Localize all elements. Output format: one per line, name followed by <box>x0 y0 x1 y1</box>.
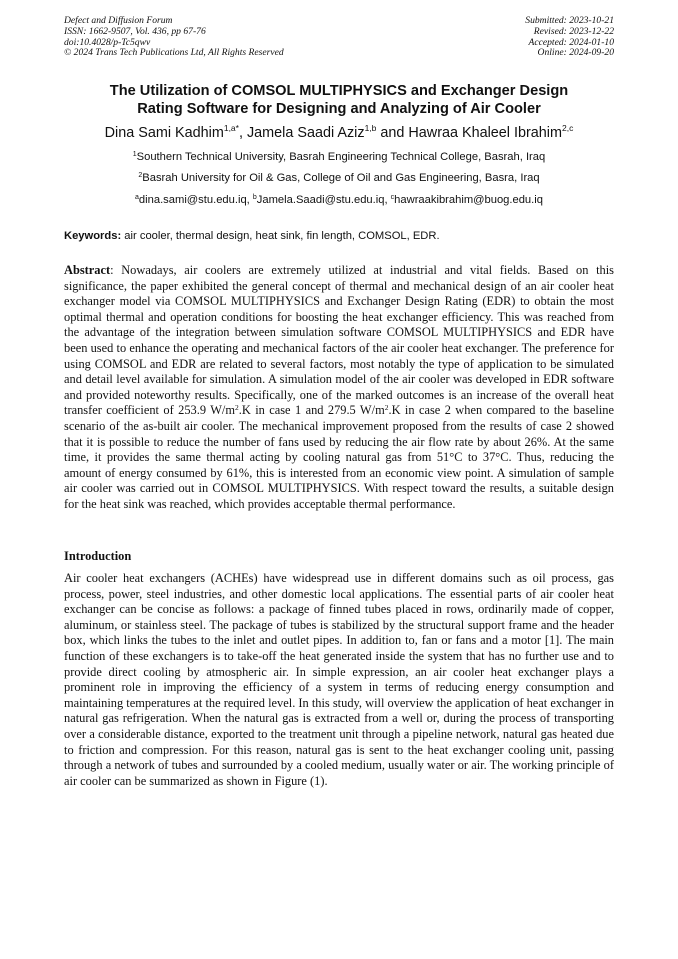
email-address: Jamela.Saadi@stu.edu.iq, <box>256 194 391 206</box>
journal-info <box>64 16 284 59</box>
email-superscript: a <box>135 194 139 201</box>
journal-issn: ISSN: 1662-9507, Vol. 436, pp 67-76 <box>64 25 206 37</box>
affiliation-1 <box>20 150 658 164</box>
author-separator: and <box>376 125 409 141</box>
date-accepted: Accepted: 2024-01-10 <box>528 36 614 48</box>
journal-copyright: © 2024 Trans Tech Publications Ltd, All Rights Reserved <box>64 47 284 59</box>
author-separator: , <box>238 125 247 141</box>
abstract-text: .K in case 1 and 279.5 W/m <box>238 403 385 418</box>
abstract-text: .K in case 2 when compared to the baseline scenario of the as-built air cooler. The mechanical improvement proposed from the results of case 2 showed that it is possible to reduce the number of fans used by reducing the air flow rate by about 26%. At the same time, it provides the same thermal acting by cooling natural gas from 51°C to 37°C. Thus, reducing the amount of energy consumed by 61%, this is interested from an economic view point. A simulation of sample air cooler was carried out in COMSOL MULTIPHYSICS. With respect toward the results, a suitable design for the heat sink was reached, which provides acceptable thermal performance. <box>64 403 615 511</box>
publication-dates <box>525 16 614 59</box>
date-online: Online: 2024-09-20 <box>537 47 614 59</box>
email-superscript: b <box>252 194 257 201</box>
affiliation-superscript: 1 <box>132 151 137 158</box>
email-address: dina.sami@stu.edu.iq, <box>138 194 253 206</box>
keywords <box>64 229 624 243</box>
affiliation-text: Southern Technical University, Basrah Engineering Technical College, Basrah, Iraq <box>136 151 546 163</box>
date-revised: Revised: 2023-12-22 <box>533 25 614 37</box>
journal-doi: doi:10.4028/p-Tc5qwv <box>64 36 151 48</box>
email-list <box>20 193 658 207</box>
affiliation-2 <box>20 171 658 185</box>
author-superscript: 1,a* <box>223 123 239 133</box>
abstract-superscript: 2 <box>234 403 239 413</box>
author-list <box>20 124 658 142</box>
affiliation-superscript: 2 <box>138 172 143 179</box>
abstract <box>64 263 614 513</box>
author-superscript: 2,c <box>561 123 574 133</box>
abstract-superscript: 2 <box>384 403 389 413</box>
author-name: Hawraa Khaleel Ibrahim <box>408 125 562 141</box>
affiliation-text: Basrah University for Oil & Gas, College of Oil and Gas Engineering, Basra, Iraq <box>142 172 540 184</box>
paper-title <box>40 82 638 118</box>
email-superscript: c <box>390 194 395 201</box>
title-line-1: The Utilization of COMSOL MULTIPHYSICS and Exchanger Design <box>109 83 569 99</box>
title-line-2: Rating Software for Designing and Analyzing of Air Cooler <box>137 101 541 117</box>
journal-name: Defect and Diffusion Forum <box>64 15 173 26</box>
section-heading-introduction: Introduction <box>64 549 132 563</box>
email-address: hawraakibrahim@buog.edu.iq <box>394 194 543 206</box>
abstract-text: : Nowadays, air coolers are extremely utilized at industrial and vital fields. Based on this significance, the paper exhibited the general concept of thermal and mechanical design of an air cooler heat exchanger model via COMSOL MULTIPHYSICS and Exchanger Design Rating (EDR) to obtain the most optimal thermal and operation conditions for boosting the heat exchanger efficiency. This was reached from the advantage of the integration between simulation software COMSOL MULTIPHYSICS and EDR have been used to enhance the operating and mechanical factors of the air cooler heat exchanger. The preference for using COMSOL and EDR are related to several factors, most notably the type of application to be simulated and detail level available for simulation. A simulation model of the air cooler was developed in EDR software and provided noteworthy results. Specifically, one of the marked outcomes is an increase of the overall heat transfer coefficient of 253.9 W/m <box>64 263 614 418</box>
author-name: Jamela Saadi Aziz <box>246 125 365 141</box>
keywords-text: air cooler, thermal design, heat sink, fin length, COMSOL, EDR. <box>121 230 440 242</box>
date-submitted: Submitted: 2023-10-21 <box>525 15 614 26</box>
abstract-label: Abstract <box>64 263 111 277</box>
keywords-label: Keywords: <box>64 230 122 242</box>
author-name: Dina Sami Kadhim <box>104 125 224 141</box>
author-superscript: 1,b <box>364 123 377 133</box>
introduction-paragraph: Air cooler heat exchangers (ACHEs) have widespread use in different domains such as oil process, gas process, power, steel industries, and other domestic local applications. The essential parts of air cooler heat exchanger can be concise as follows: a package of finned tubes placed in rows, ordinarily made of copper, aluminum, or stainless steel. The package of tubes is stabilized by the structural support frame and the header box, which links the tubes to the inlet and outlet pipes. In addition to, fan or fans and a motor [1]. The main function of these exchangers is to take-off the heat generated inside the system that has no further use and to provide direct cooling by atmospheric air. In simple expression, an air cooler heat exchanger plays a prominent role in improving the efficiency of a system in terms of reducing energy consumption and maintaining temperatures at the required level. In this study, will overview the application of heat exchanger in natural gas refrigeration. When the natural gas is extracted from a well or, during the process of transporting over a considerable distance, exported to the treatment unit through a pipeline network, natural gas heated due to friction and compression. For this reason, natural gas is sent to the heat exchanger cooling unit, passing through a network of tubes and surrounded by a cooled medium, usually water or air. The working principle of air cooler can be summarized as shown in Figure (1). <box>64 571 614 788</box>
